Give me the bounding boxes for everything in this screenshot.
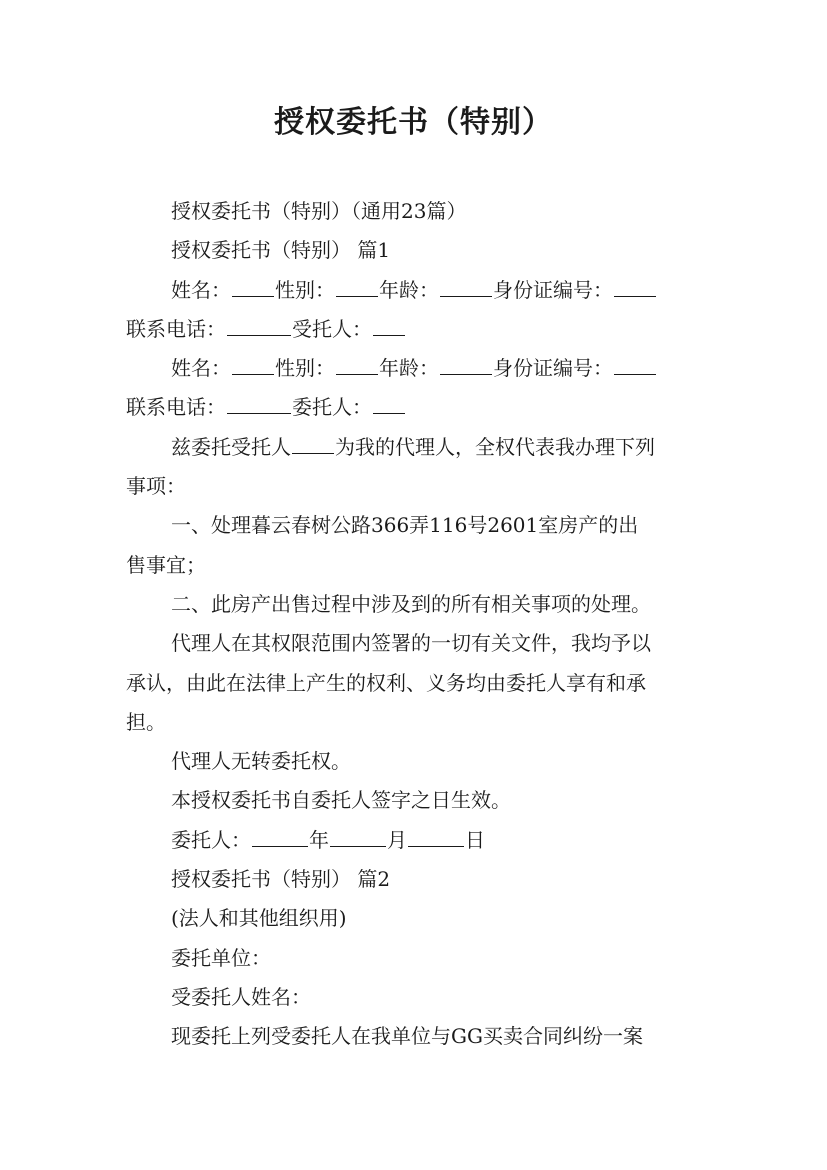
name-label: 姓名： xyxy=(171,356,231,381)
principal-label: 委托人： xyxy=(292,395,372,420)
effective-clause: 本授权委托书自委托人签字之日生效。 xyxy=(171,788,511,813)
day-label: 日 xyxy=(465,827,485,852)
item-1: 一、处理暮云春树公路366弄116号2601室房产的出 xyxy=(171,513,639,538)
agent-contact-line xyxy=(126,388,706,427)
principal-sign-label: 委托人： xyxy=(171,827,251,852)
agent-name-blank xyxy=(292,433,334,454)
item-1-cont: 售事宜； xyxy=(126,552,206,577)
principal-contact-line xyxy=(126,310,706,349)
gender-blank xyxy=(336,276,378,297)
age-label: 年龄： xyxy=(379,277,439,302)
acknowledge-paragraph-end: 担。 xyxy=(126,709,166,734)
phone-blank xyxy=(227,393,291,414)
id-blank xyxy=(614,354,656,375)
gender-label: 性别： xyxy=(275,356,335,381)
gender-blank xyxy=(336,354,378,375)
phone-label: 联系电话： xyxy=(126,316,226,341)
age-blank xyxy=(440,276,492,297)
id-blank xyxy=(614,276,656,297)
entrust-clause-cont: 事项： xyxy=(126,474,186,499)
item-2: 二、此房产出售过程中涉及到的所有相关事项的处理。 xyxy=(171,591,651,616)
acknowledge-paragraph: 代理人在其权限范围内签署的一切有关文件，我均予以 xyxy=(171,631,651,656)
id-label: 身份证编号： xyxy=(493,356,613,381)
entrusting-unit-label: 委托单位： xyxy=(171,945,271,970)
id-label: 身份证编号： xyxy=(493,277,613,302)
gender-label: 性别： xyxy=(275,277,335,302)
principal-blank xyxy=(373,393,405,414)
agent-info-line xyxy=(126,349,706,388)
trustee-name-label: 受委托人姓名： xyxy=(171,984,311,1009)
entrust-text-b: 为我的代理人，全权代表我办理下列 xyxy=(335,434,655,459)
name-label: 姓名： xyxy=(171,277,231,302)
year-label: 年 xyxy=(309,827,329,852)
day-blank xyxy=(408,826,464,847)
month-label: 月 xyxy=(387,827,407,852)
agent-blank xyxy=(373,315,405,336)
section-heading-2: 授权委托书（特别） 篇2 xyxy=(171,867,391,892)
month-blank xyxy=(330,826,386,847)
phone-blank xyxy=(227,315,291,336)
case-entrust-line: 现委托上列受委托人在我单位与GG买卖合同纠纷一案 xyxy=(171,1024,643,1049)
age-blank xyxy=(440,354,492,375)
section-heading-1: 授权委托书（特别） 篇1 xyxy=(171,238,391,263)
subtitle-line: 授权委托书（特别）（通用23篇） xyxy=(171,199,467,223)
document-title: 授权委托书（特别） xyxy=(274,105,553,140)
name-blank xyxy=(232,354,274,375)
acknowledge-paragraph-cont: 承认，由此在法律上产生的权利、义务均由委托人享有和承 xyxy=(126,670,646,695)
name-blank xyxy=(232,276,274,297)
principal-info-line xyxy=(126,271,706,310)
age-label: 年龄： xyxy=(379,356,439,381)
usage-note: (法人和其他组织用) xyxy=(171,906,347,931)
no-subdelegation: 代理人无转委托权。 xyxy=(171,749,351,774)
year-blank xyxy=(252,826,308,847)
agent-label: 受托人： xyxy=(292,316,372,341)
entrust-text-a: 兹委托受托人 xyxy=(171,434,291,459)
entrust-clause xyxy=(126,428,706,467)
phone-label: 联系电话： xyxy=(126,395,226,420)
signature-date-line xyxy=(126,821,706,860)
document-body xyxy=(126,192,706,1057)
